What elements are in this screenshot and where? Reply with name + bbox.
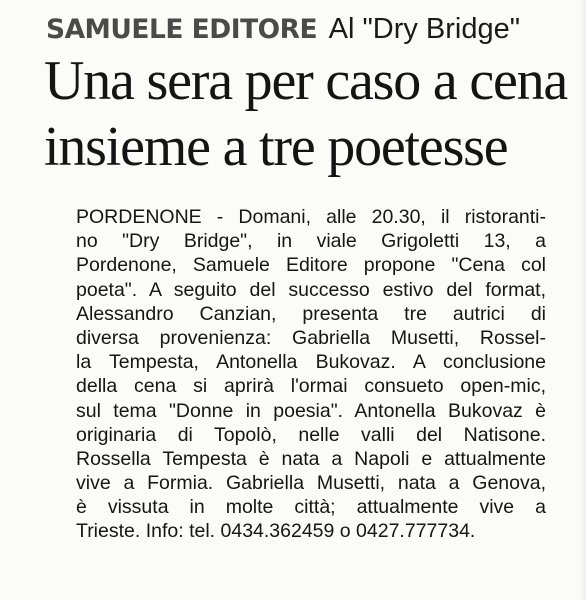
- article-headline: [44, 48, 584, 180]
- body-line: diversa provenienza: Gabriella Musetti, Rossel-: [76, 326, 546, 349]
- body-line: no "Dry Bridge", in viale Grigoletti 13, a: [76, 230, 546, 253]
- kicker-venue: Al "Dry Bridge": [328, 13, 521, 45]
- body-line: è vissuta in molte città; attualmente vive a: [76, 496, 546, 519]
- body-line: originaria di Topolò, nelle valli del Natisone.: [76, 423, 546, 446]
- body-line: Pordenone, Samuele Editore propone "Cena col: [76, 254, 546, 277]
- body-line: PORDENONE - Domani, alle 20.30, il ristoranti-: [76, 206, 546, 228]
- body-line: Alessandro Canzian, presenta tre autrici di: [76, 302, 546, 325]
- body-line: vive a Formia. Gabriella Musetti, nata a Genova,: [76, 472, 546, 495]
- article-body: [76, 205, 546, 544]
- headline-line-1: Una sera per caso a cena: [44, 50, 568, 112]
- body-line: la Tempesta, Antonella Bukovaz. A conclusione: [76, 351, 546, 374]
- kicker-section: SAMUELE EDITORE: [46, 14, 318, 45]
- scan-edge: [580, 0, 586, 600]
- body-line: sul tema "Donne in poesia". Antonella Bukovaz è: [76, 399, 546, 422]
- kicker-line: [46, 10, 520, 48]
- body-line: Rossella Tempesta è nata a Napoli e attualmente: [76, 447, 546, 470]
- headline-line-2: insieme a tre poetesse: [44, 116, 508, 178]
- body-line: poeta". A seguito del successo estivo del format,: [76, 278, 546, 301]
- body-line: della cena si aprirà l'ormai consueto open-mic,: [76, 375, 546, 398]
- body-line: Trieste. Info: tel. 0434.362459 o 0427.777734.: [76, 520, 476, 543]
